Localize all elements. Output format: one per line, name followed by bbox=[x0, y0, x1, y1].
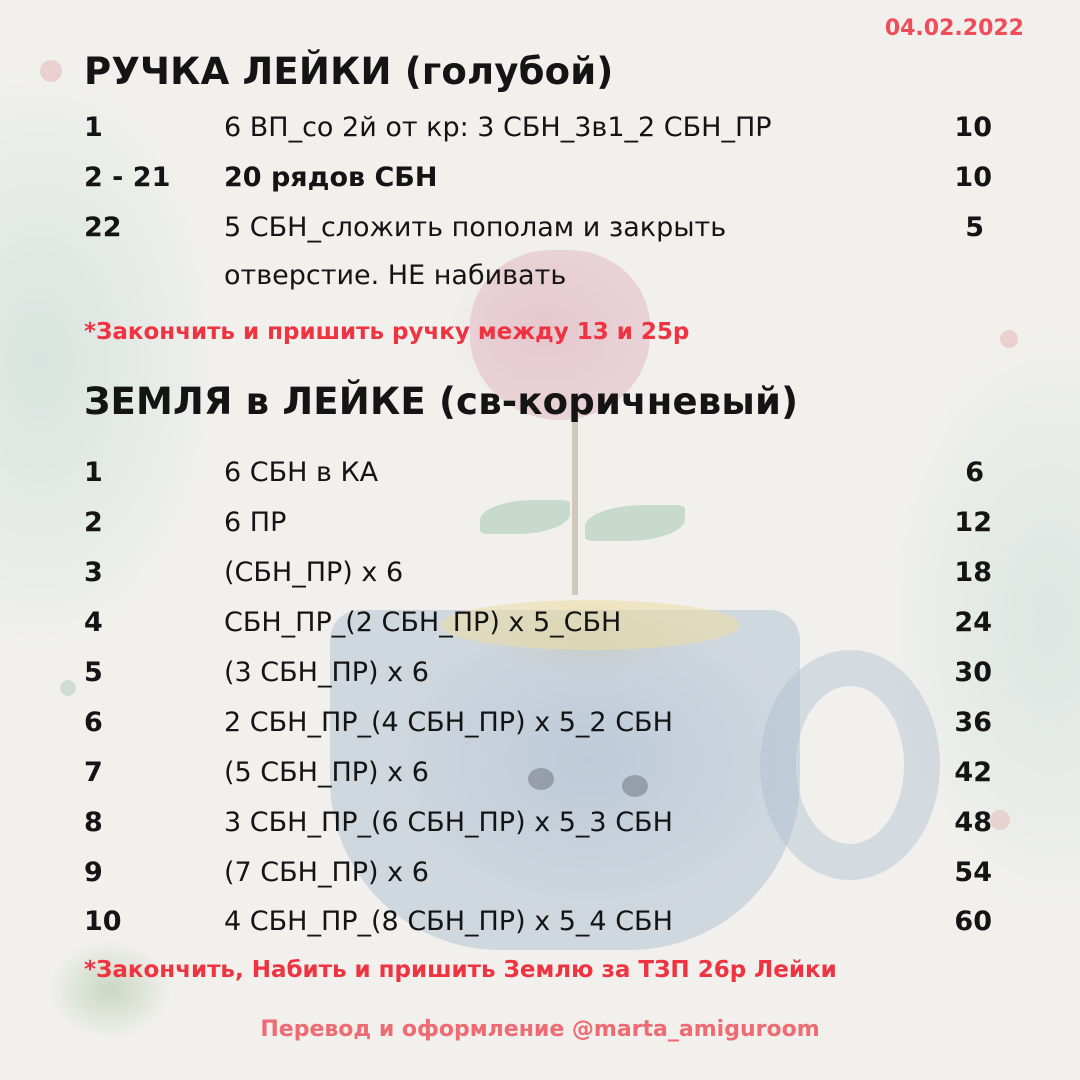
row-number: 1 bbox=[84, 457, 103, 488]
row-instruction: 6 ПР bbox=[224, 507, 287, 538]
stitch-count: 10 bbox=[954, 112, 992, 143]
stitch-count: 10 bbox=[954, 162, 992, 193]
row-number: 1 bbox=[84, 112, 103, 143]
row-number: 5 bbox=[84, 657, 103, 688]
row-number: 3 bbox=[84, 557, 103, 588]
row-number: 4 bbox=[84, 607, 103, 638]
stitch-count: 30 bbox=[954, 657, 992, 688]
row-number: 8 bbox=[84, 807, 103, 838]
stitch-count: 18 bbox=[954, 557, 992, 588]
handle-note: *Закончить и пришить ручку между 13 и 25р bbox=[84, 319, 690, 345]
row-instruction: (5 СБН_ПР) х 6 bbox=[224, 757, 429, 788]
credit-line: Перевод и оформление @marta_amiguroom bbox=[260, 1017, 820, 1042]
row-instruction: 4 СБН_ПР_(8 СБН_ПР) х 5_4 СБН bbox=[224, 906, 673, 937]
stitch-count: 36 bbox=[954, 707, 992, 738]
stitch-count: 5 bbox=[965, 212, 984, 243]
row-instruction: 6 СБН в КА bbox=[224, 457, 379, 488]
section-title-handle: РУЧКА ЛЕЙКИ (голубой) bbox=[84, 50, 614, 93]
row-instruction: (СБН_ПР) х 6 bbox=[224, 557, 404, 588]
row-number: 6 bbox=[84, 707, 103, 738]
row-instruction: 5 СБН_сложить пополам и закрыть bbox=[224, 212, 727, 243]
row-instruction: 20 рядов СБН bbox=[224, 162, 438, 193]
stitch-count: 24 bbox=[954, 607, 992, 638]
row-number: 10 bbox=[84, 906, 122, 937]
row-instruction-continued: отверстие. НЕ набивать bbox=[224, 260, 567, 291]
stitch-count: 60 bbox=[954, 906, 992, 937]
row-number: 22 bbox=[84, 212, 122, 243]
stitch-count: 54 bbox=[954, 857, 992, 888]
row-number: 2 - 21 bbox=[84, 162, 171, 193]
row-instruction: 2 СБН_ПР_(4 СБН_ПР) х 5_2 СБН bbox=[224, 707, 673, 738]
section-title-soil: ЗЕМЛЯ в ЛЕЙКЕ (св-коричневый) bbox=[84, 380, 799, 423]
date-label: 04.02.2022 bbox=[884, 16, 1024, 41]
soil-note: *Закончить, Набить и пришить Землю за ТЗП 26р Лейки bbox=[84, 957, 837, 983]
row-number: 7 bbox=[84, 757, 103, 788]
row-number: 9 bbox=[84, 857, 103, 888]
row-instruction: (7 СБН_ПР) х 6 bbox=[224, 857, 429, 888]
row-instruction: (3 СБН_ПР) х 6 bbox=[224, 657, 429, 688]
stitch-count: 48 bbox=[954, 807, 992, 838]
stitch-count: 42 bbox=[954, 757, 992, 788]
stitch-count: 6 bbox=[965, 457, 984, 488]
row-instruction: 3 СБН_ПР_(6 СБН_ПР) х 5_3 СБН bbox=[224, 807, 673, 838]
row-instruction: 6 ВП_со 2й от кр: 3 СБН_3в1_2 СБН_ПР bbox=[224, 112, 772, 143]
row-instruction: СБН_ПР_(2 СБН_ПР) х 5_СБН bbox=[224, 607, 622, 638]
stitch-count: 12 bbox=[954, 507, 992, 538]
row-number: 2 bbox=[84, 507, 103, 538]
